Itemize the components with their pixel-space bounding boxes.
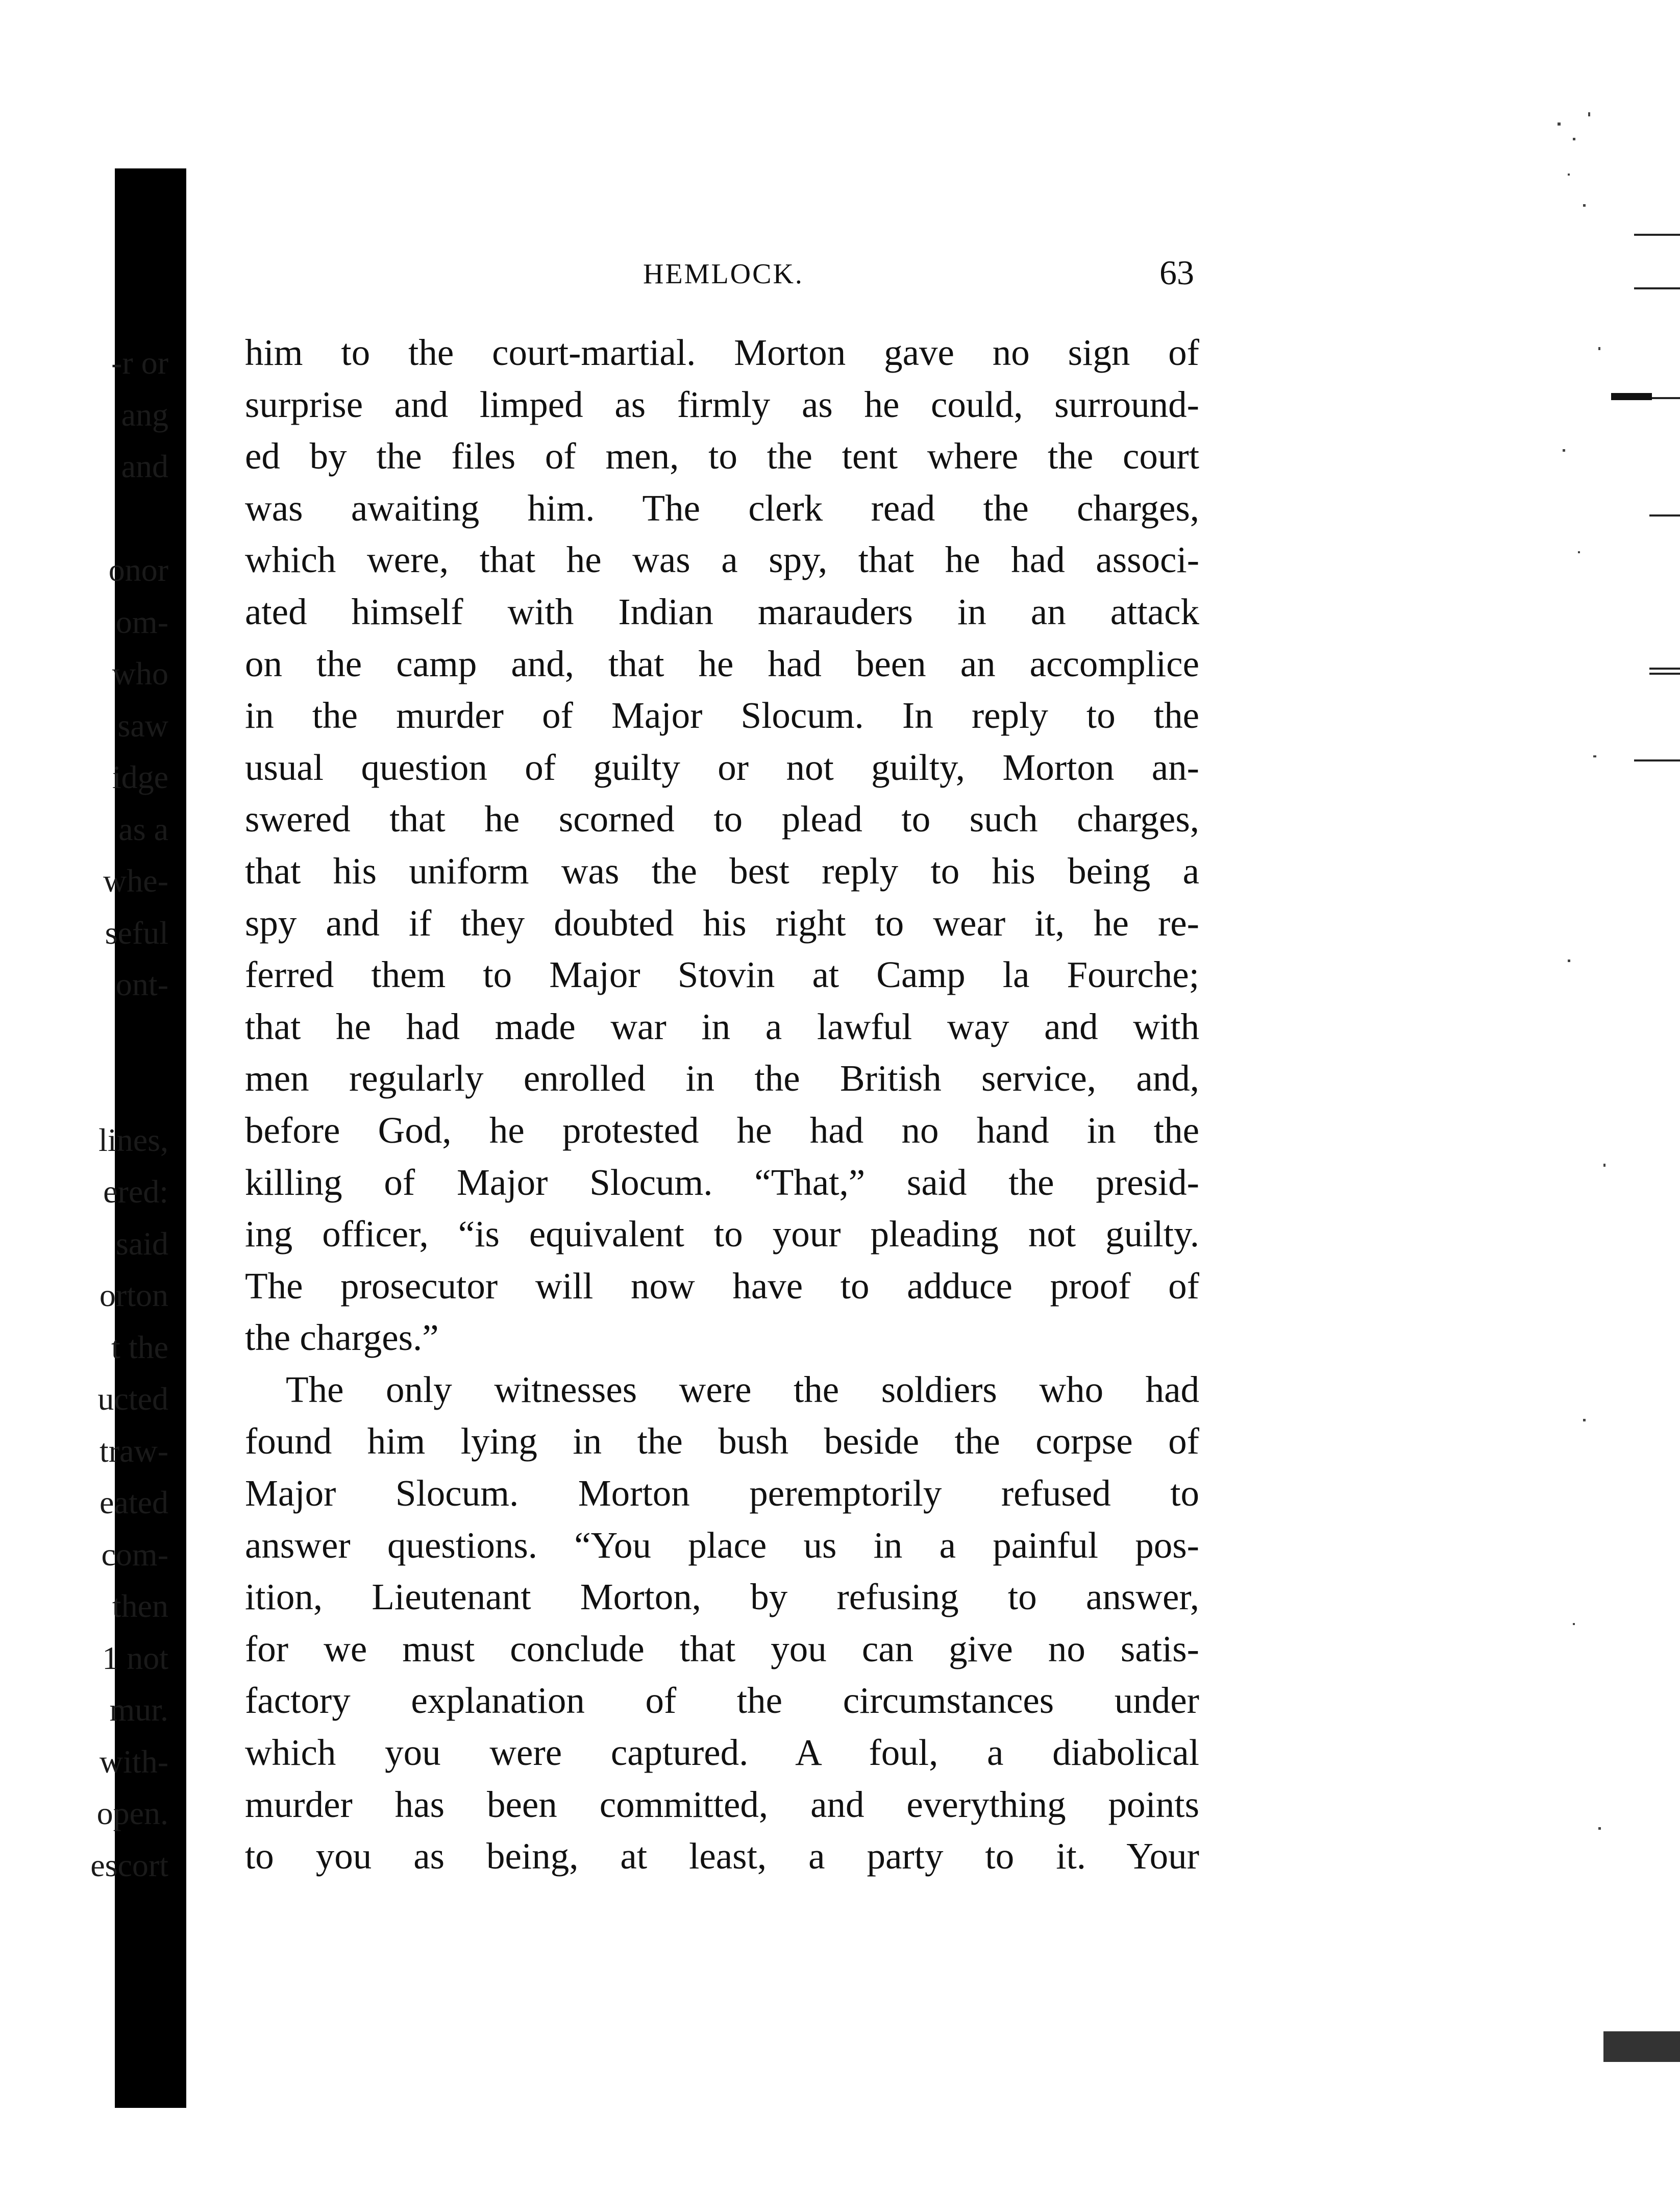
text-line: that his uniform was the best reply to his being a — [245, 850, 1199, 892]
fragment-line: with- — [99, 1743, 168, 1780]
body-text — [245, 327, 1199, 1882]
previous-page-fragments — [20, 337, 168, 1891]
text-line: ing officer, “is equivalent to your pleading not guilty. — [245, 1213, 1199, 1255]
fragment-line: escort — [90, 1847, 168, 1883]
text-line: was awaiting him. The clerk read the charges, — [245, 487, 1199, 529]
text-line: found him lying in the bush beside the corpse of — [245, 1420, 1199, 1462]
fragment-line: ont- — [115, 966, 168, 1002]
fragment-line: open. — [96, 1795, 168, 1831]
text-line: which were, that he was a spy, that he had associ- — [245, 539, 1199, 581]
text-line: ated himself with Indian marauders in an attack — [245, 591, 1199, 632]
text-line: swered that he scorned to plead to such charges, — [245, 798, 1199, 840]
running-title: HEMLOCK. — [643, 258, 804, 290]
fragment-line: t the — [111, 1329, 168, 1365]
text-line: answer questions. “You place us in a painful pos- — [245, 1524, 1199, 1566]
fragment-line: whe- — [103, 863, 168, 899]
text-line: ed by the files of men, to the tent where the court — [245, 435, 1199, 477]
fragment-line: ered: — [103, 1173, 168, 1210]
fragment-line: eated — [100, 1484, 168, 1520]
text-line: The prosecutor will now have to adduce proof of — [245, 1265, 1199, 1307]
text-line: on the camp and, that he had been an accomplice — [245, 643, 1199, 684]
text-line: him to the court-martial. Morton gave no sign of — [245, 332, 1199, 373]
fragment-line: idge — [112, 759, 168, 795]
text-line: ition, Lieutenant Morton, by refusing to answer, — [245, 1576, 1199, 1618]
fragment-line: om- — [115, 603, 168, 640]
scan-edge-noise — [1466, 92, 1680, 2082]
page-number: 63 — [1159, 253, 1194, 292]
text-line: before God, he protested he had no hand in the — [245, 1109, 1199, 1151]
text-line: killing of Major Slocum. “That,” said the presid- — [245, 1161, 1199, 1203]
text-line: that he had made war in a lawful way and with — [245, 1005, 1199, 1047]
text-line: usual question of guilty or not guilty, Morton an- — [245, 746, 1199, 788]
text-line: Major Slocum. Morton peremptorily refused to — [245, 1472, 1199, 1514]
fragment-line: -r or — [111, 345, 168, 381]
text-line: murder has been committed, and everything points — [245, 1783, 1199, 1825]
text-line: the charges.” — [245, 1317, 439, 1359]
text-line: ferred them to Major Stovin at Camp la Fourche; — [245, 954, 1199, 996]
fragment-line: as a — [118, 810, 168, 847]
fragment-line: com- — [101, 1536, 168, 1572]
fragment-line: said — [115, 1225, 168, 1262]
fragment-line: onor — [108, 552, 168, 588]
fragment-line: seful — [105, 914, 168, 951]
text-line: to you as being, at least, a party to it. Your — [245, 1835, 1199, 1877]
fragment-line: and — [121, 448, 168, 484]
text-line: spy and if they doubted his right to wear it, he re- — [245, 902, 1199, 944]
text-line: surprise and limped as firmly as he could, surround- — [245, 383, 1199, 425]
fragment-line: lines, — [98, 1121, 168, 1158]
text-line: men regularly enrolled in the British service, and, — [245, 1058, 1199, 1099]
fragment-line: traw- — [99, 1432, 168, 1469]
text-line: in the murder of Major Slocum. In reply to the — [245, 695, 1199, 736]
fragment-line: orton — [99, 1277, 168, 1313]
fragment-line: who — [112, 655, 168, 692]
fragment-line — [20, 493, 168, 545]
fragment-line: ucted — [97, 1381, 168, 1417]
fragment-line: ang — [121, 396, 168, 433]
fragment-line: mur. — [109, 1691, 168, 1728]
fragment-line: then — [112, 1588, 168, 1624]
text-line: for we must conclude that you can give no satis- — [245, 1628, 1199, 1669]
running-head — [245, 253, 1204, 299]
fragment-line — [20, 1062, 168, 1114]
text-line: factory explanation of the circumstances under — [245, 1680, 1199, 1722]
text-line: The only witnesses were the soldiers who had — [286, 1368, 1199, 1410]
fragment-line: 1 not — [102, 1639, 168, 1676]
text-line: which you were captured. A foul, a diabolical — [245, 1732, 1199, 1774]
fragment-line: saw — [117, 707, 168, 744]
fragment-line — [20, 1011, 168, 1063]
